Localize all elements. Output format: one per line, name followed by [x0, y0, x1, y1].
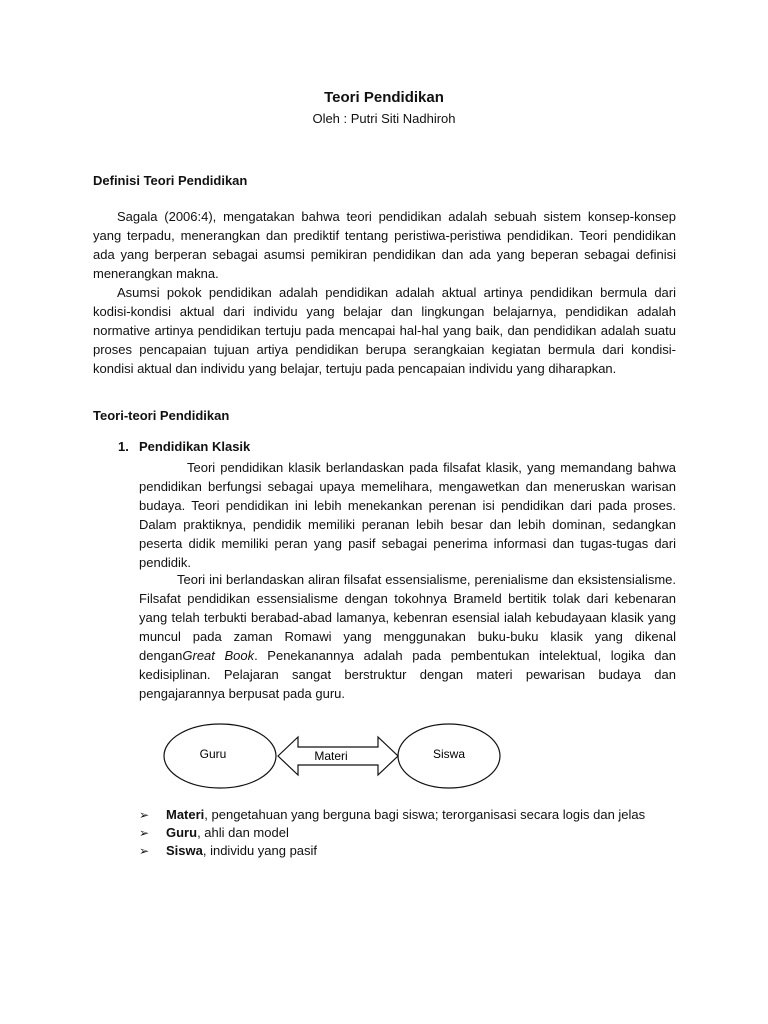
bullet-item-guru [139, 824, 679, 842]
bullet-term: Materi [166, 807, 205, 822]
paragraph-definition: Sagala (2006:4), mengatakan bahwa teori pendidikan adalah sebuah sistem konsep-konsep yang terpadu, menerangkan dan prediktif tentang peristiwa-peristiwa pendidikan. Teori pendidikan ada yang berperan sebagai asumsi pemikiran pendidikan dan ada yang beperan sebagai definisi menerangkan makna. [93, 209, 676, 281]
bullet-item-siswa [139, 842, 679, 860]
guru-materi-siswa-diagram [160, 722, 510, 790]
arrow-bullet-icon: ➢ [139, 844, 150, 858]
paragraph-klasik-2 [139, 570, 676, 703]
bullet-term: Guru [166, 825, 198, 840]
arrow-bullet-icon: ➢ [139, 826, 150, 840]
paragraph-klasik-1: Teori pendidikan klasik berlandaskan pada filsafat klasik, yang memandang bahwa pendidikan berfungsi sebagai upaya memelihara, mengawetkan dan meneruskan warisan budaya. Teori pendidikan ini lebih menekankan perenan isi pendidikan dari pada proses. Dalam praktiknya, pendidik memiliki peranan lebih besar dan lebih dominan, sedangkan peserta didik memiliki peran yang pasif sebagai penerima informasi dan tugas-tugas dari pendidik. [139, 460, 676, 570]
bullet-term: Siswa [166, 843, 203, 858]
bullet-description: , individu yang pasif [202, 843, 318, 858]
bullet-list [139, 806, 679, 860]
diagram-label-siswa: Siswa [432, 747, 466, 761]
document-author: Oleh : Putri Siti Nadhiroh [312, 111, 456, 126]
paragraph-text-end: . Penekanannya adalah pada pembentukan intelektual, logika dan kedisiplinan. Pelajaran sangat berstruktur dengan materi pewarisan budaya dan pengajarannya berpusat pada guru. [139, 648, 676, 701]
bullet-description: , ahli dan model [197, 825, 289, 840]
bullet-item-materi [139, 806, 679, 824]
paragraph-text-start: Teori ini berlandaskan aliran filsafat essensialisme, perenialisme dan eksistensialisme. Filsafat pendidikan essensialisme dengan tokohnya Brameld bertitik tolak dari kebenaran yang telah terbukti berabad-abad lamanya, kebenran esensial ialah kebudayaan klasik yang muncul pada zaman Romawi yang menggunakan buku-buku klasik yang dikenal dengan [139, 572, 676, 663]
diagram-label-guru: Guru [199, 747, 227, 761]
arrow-bullet-icon: ➢ [139, 808, 150, 822]
paragraph-assumption: Asumsi pokok pendidikan adalah pendidikan adalah aktual artinya pendidikan bermula dari kodisi-kondisi aktual dari individu yang belajar dan lingkungan belajarnya, pendidikan adalah normative artinya pendidikan tertuju pada mencapai hal-hal yang baik, dan pendidikan adalah suatu proses pencapaian tujuan artiya pendidikan berupa serangkaian kegiatan bermula dari kondisi-kondisi aktual dan individu yang belajar, tertuju pada pencapaian individu yang diharapkan. [93, 285, 676, 376]
section-heading-teori: Teori-teori Pendidikan [93, 408, 230, 423]
list-item-pendidikan-klasik [118, 439, 250, 455]
document-title: Teori Pendidikan [324, 89, 444, 106]
list-number: 1. [118, 439, 129, 454]
bullet-description: , pengetahuan yang berguna bagi siswa; terorganisasi secara logis dan jelas [204, 807, 646, 822]
list-item-title: Pendidikan Klasik [139, 439, 251, 454]
diagram-label-materi: Materi [314, 749, 348, 763]
section-heading-definisi: Definisi Teori Pendidikan [93, 173, 248, 188]
italic-term: Great Book [182, 648, 255, 663]
